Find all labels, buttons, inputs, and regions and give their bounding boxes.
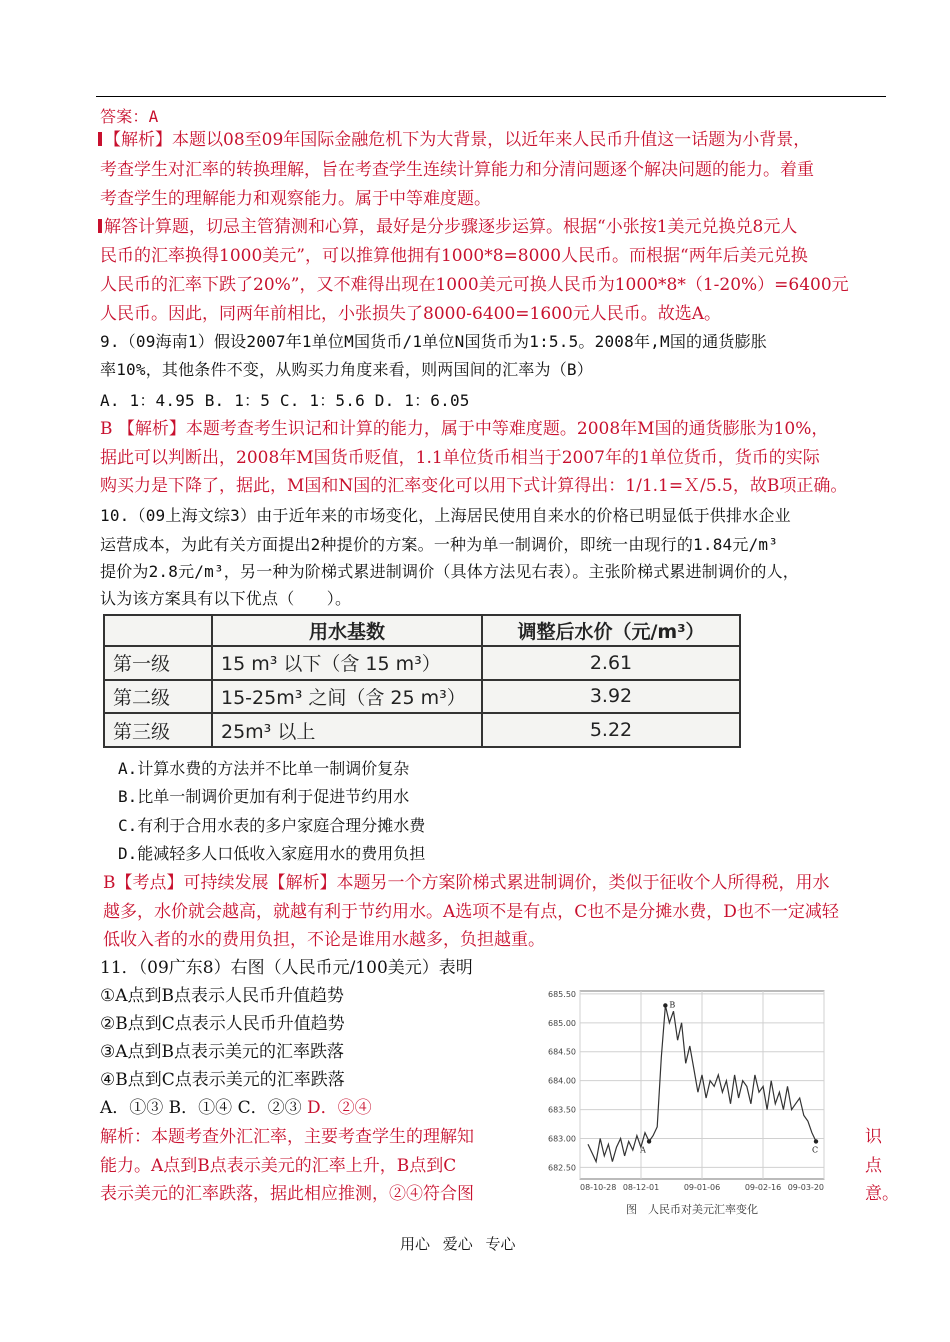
x-tick-label: 09-01-06 [683,1183,721,1192]
tier-price: 2.61 [482,646,740,680]
question-9-stem: 9.（09海南1）假设2007年1单位M国货币/1单位N国货币为1:5.5。2008年,M国的通货膨胀 [100,332,768,351]
question-10-option: C.有利于合用水表的多户家庭合理分摊水费 [118,816,426,835]
margin-mark [98,132,102,146]
tier-name: 第二级 [104,680,212,714]
question-9-stem: 率10%，其他条件不变，从购买力角度来看，则两国间的汇率为（B） [100,360,593,379]
chart-caption: 图 人民币对美元汇率变化 [626,1203,758,1216]
analysis-9: 购买力是下降了，据此，M国和N国的汇率变化可以用下式计算得出：1/1.1=Ｘ/5.5，故B项正确。 [100,476,848,496]
y-tick-label: 685.50 [548,989,576,999]
y-tick-label: 683.50 [548,1105,576,1115]
water-price-table [103,614,741,748]
question-10-stem: 10.（09上海文综3）由于近年来的市场变化，上海居民使用自来水的价格已明显低于供排水企业 [100,506,791,525]
tier-price: 3.92 [482,680,740,714]
analysis-line: 考查学生的理解能力和观察能力。属于中等难度题。 [100,189,491,209]
question-11-statement: ①A点到B点表示人民币升值趋势 [100,986,345,1006]
analysis-11: 表示美元的汇率跌落，据此相应推测，②④符合图 [100,1184,474,1204]
analysis-10: B【考点】可持续发展【解析】本题另一个方案阶梯式累进制调价，类似于征收个人所得税，用水 [103,873,830,893]
point-label: B [669,1000,676,1010]
x-tick-label: 09-03-20 [787,1183,824,1192]
page-footer: 用心 爱心 专心 [400,1235,516,1253]
analysis-11: 能力。A点到B点表示美元的汇率上升，B点到C [100,1156,457,1176]
table-header-cell [104,615,212,646]
question-11-stem: 11．（09广东8）右图（人民币元/100美元）表明 [100,958,473,978]
table-row [104,646,740,680]
point-label: A [640,1145,646,1155]
question-10-stem: 运营成本，为此有关方面提出2种提价的方案。一种为单一制调价，即统一由现行的1.84元/m³ [100,535,779,554]
question-10-option: D.能减轻多人口低收入家庭用水的费用负担 [118,844,426,863]
margin-mark [98,219,102,233]
tier-name: 第三级 [104,713,212,747]
question-10-stem: 提价为2.8元/m³，另一种为阶梯式累进制调价（具体方法见右表）。主张阶梯式累进制调价的人， [100,562,799,581]
analysis-9: B 【解析】本题考查考生识记和计算的能力，属于中等难度题。2008年M国的通货膨胀为10%， [100,419,829,439]
analysis-10: 越多，水价就会越高，就越有利于节约用水。A选项不是有点，C也不是分摊水费，D也不一定减轻 [103,902,839,922]
exchange-rate-chart [526,985,832,1221]
tier-price: 5.22 [482,713,740,747]
question-11-choices [100,1097,372,1119]
answer-line: 答案：A [100,107,159,126]
analysis-line: 民币的汇率换得1000美元”，可以推算他拥有1000*8=8000人民币。而根据“两年后美元兑换 [100,246,808,266]
table-row [104,713,740,747]
question-10-stem: 认为该方案具有以下优点（ ）。 [100,589,352,608]
table-header-row [104,615,740,646]
analysis-11-tail: 点 [865,1156,882,1176]
question-11-statement: ②B点到C点表示人民币升值趋势 [100,1014,345,1034]
analysis-line: 人民币。因此，同两年前相比，小张损失了8000-6400=1600元人民币。故选A。 [100,304,722,324]
question-11-statement: ④B点到C点表示美元的汇率跌落 [100,1070,345,1090]
y-tick-label: 685.00 [548,1018,576,1028]
table-header-cell: 用水基数 [212,615,482,646]
tier-range: 15-25m³ 之间（含 25 m³） [212,680,482,714]
question-10-option: A.计算水费的方法并不比单一制调价复杂 [118,759,410,778]
question-9-options: A. 1：4.95 B. 1：5 C. 1：5.6 D. 1：6.05 [100,391,470,410]
table-header-cell: 调整后水价（元/m³） [482,615,740,646]
choice-d-answer: D．②④ [307,1098,372,1118]
analysis-10: 低收入者的水的费用负担，不论是谁用水越多，负担越重。 [103,930,545,950]
analysis-line: 解答计算题，切忌主管猜测和心算，最好是分步骤逐步运算。根据“小张按1美元兑换兑8元人 [98,216,797,238]
analysis-11-tail: 识 [865,1127,882,1147]
exchange-rate-chart-svg [526,985,832,1221]
analysis-11-tail: 意。 [865,1184,899,1204]
y-tick-label: 684.50 [548,1047,576,1057]
question-11-statement: ③A点到B点表示美元的汇率跌落 [100,1042,345,1062]
analysis-line: 考查学生对汇率的转换理解，旨在考查学生连续计算能力和分清问题逐个解决问题的能力。着重 [100,160,814,180]
tier-range: 15 m³ 以下（含 15 m³） [212,646,482,680]
analysis-9: 据此可以判断出，2008年M国货币贬值，1.1单位货币相当于2007年的1单位货币，货币的实际 [100,448,820,468]
analysis-line: 【解析】本题以08至09年国际金融危机下为大背景，以近年来人民币升值这一话题为小背景， [98,129,810,151]
point-marker [647,1139,651,1143]
point-marker [814,1139,818,1143]
point-marker [663,1003,667,1007]
question-10-option: B.比单一制调价更加有利于促进节约用水 [118,787,410,806]
y-tick-label: 683.00 [548,1134,576,1144]
tier-range: 25m³ 以上 [212,713,482,747]
analysis-11: 解析：本题考查外汇汇率，主要考查学生的理解知 [100,1127,474,1147]
analysis-line: 人民币的汇率下跌了20%”，又不难得出现在1000美元可换人民币为1000*8*（1-20%）=6400元 [100,275,849,295]
choices-abc: A．①③ B．①④ C．②③ [100,1098,307,1118]
point-label: C [812,1145,819,1155]
y-tick-label: 684.00 [548,1076,576,1086]
y-tick-label: 682.50 [548,1163,576,1173]
header-rule [96,96,886,97]
x-tick-label: 08-12-01 [622,1183,660,1192]
table-row [104,680,740,714]
tier-name: 第一级 [104,646,212,680]
x-tick-label: 09-02-16 [744,1183,782,1192]
x-tick-label: 08-10-28 [580,1183,617,1192]
